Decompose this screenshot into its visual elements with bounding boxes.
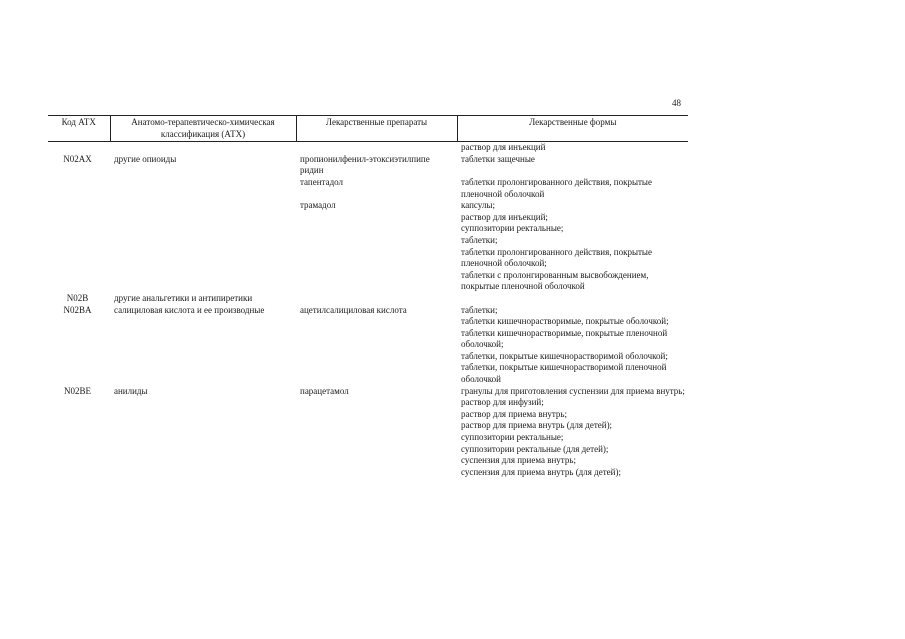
drug-name-cell: ацетилсалициловая кислота	[300, 304, 407, 315]
dosage-forms-cell	[457, 177, 688, 200]
drug-name-cell	[296, 142, 457, 154]
dosage-form-item: раствор для приема внутрь;	[461, 408, 568, 419]
table-row	[48, 305, 688, 386]
drug-name-cell: пропионилфенил-этоксиэтилпипе ридин	[300, 153, 430, 176]
dosage-forms-cell	[457, 386, 688, 479]
classification-cell	[110, 177, 296, 200]
header-forms: Лекарственные формы	[457, 116, 688, 142]
atc-code-cell	[48, 200, 110, 293]
classification-cell	[110, 200, 296, 293]
classification-cell: другие опиоиды	[114, 153, 177, 164]
dosage-form-item: таблетки кишечнорастворимые, покрытые оболочкой;	[461, 316, 669, 327]
dosage-form-item: суспензия для приема внутрь;	[461, 455, 576, 466]
atc-code-cell: N02AX	[63, 153, 92, 164]
table-row	[48, 142, 688, 154]
dosage-form-item: таблетки, покрытые кишечнорастворимой оболочкой;	[461, 350, 668, 361]
atc-code-cell: N02B	[66, 292, 89, 303]
table-body	[48, 142, 688, 479]
dosage-forms-cell	[457, 305, 688, 386]
dosage-form-item: таблетки пролонгированного действия, покрытые пленочной оболочкой	[461, 176, 652, 199]
dosage-form-item: таблетки пролонгированного действия, покрытые пленочной оболочкой;	[461, 246, 652, 269]
dosage-form-item: раствор для приема внутрь (для детей);	[461, 420, 613, 431]
dosage-form-item: раствор для инфузий;	[461, 397, 544, 408]
dosage-form-item: суппозитории ректальные;	[461, 432, 564, 443]
dosage-form-item: раствор для инъекций;	[461, 211, 548, 222]
dosage-form-item: капсулы;	[461, 200, 495, 211]
dosage-forms-cell	[457, 142, 688, 154]
table-row	[48, 154, 688, 177]
classification-cell: анилиды	[114, 385, 148, 396]
atc-code-cell	[48, 177, 110, 200]
dosage-form-item: таблетки кишечнорастворимые, покрытые пленочной оболочкой;	[461, 327, 668, 350]
dosage-form-item: таблетки защечные	[461, 153, 535, 164]
dosage-form-item: гранулы для приготовления суспензии для приема внутрь;	[461, 385, 685, 396]
table-row	[48, 200, 688, 293]
dosage-form-item: таблетки;	[461, 234, 498, 245]
table-row	[48, 386, 688, 479]
dosage-form-item: раствор для инъекций	[461, 142, 546, 153]
table-row	[48, 177, 688, 200]
classification-cell: другие анальгетики и антипиретики	[114, 292, 253, 303]
table-header-row	[48, 116, 688, 142]
dosage-forms-cell	[457, 154, 688, 177]
header-drugs: Лекарственные препараты	[296, 116, 457, 142]
dosage-form-item: таблетки;	[461, 304, 498, 315]
dosage-form-item: суспензия для приема внутрь (для детей);	[461, 466, 621, 477]
atc-code-cell	[48, 142, 110, 154]
atc-drug-table	[48, 115, 688, 478]
page-number: 48	[672, 98, 681, 108]
dosage-forms-cell	[457, 200, 688, 293]
drug-name-cell: тапентадол	[300, 176, 344, 187]
classification-cell: салициловая кислота и ее производные	[114, 304, 265, 315]
classification-cell	[110, 142, 296, 154]
table-row	[48, 293, 688, 305]
header-classification: Анатомо-терапевтическо-химическая классификация (АТХ)	[110, 116, 296, 142]
drug-name-cell	[296, 293, 457, 305]
dosage-form-item: таблетки, покрытые кишечнорастворимой пленочной оболочкой	[461, 362, 667, 385]
header-code: Код АТХ	[48, 116, 110, 142]
drug-name-cell: парацетамол	[300, 385, 349, 396]
atc-code-cell: N02BA	[63, 304, 92, 315]
dosage-form-item: таблетки с пролонгированным высвобождением, покрытые пленочной оболочкой	[461, 269, 649, 292]
dosage-forms-cell	[457, 293, 688, 305]
dosage-form-item: суппозитории ректальные;	[461, 223, 564, 234]
dosage-form-item: суппозитории ректальные (для детей);	[461, 443, 609, 454]
atc-code-cell: N02BE	[64, 385, 91, 396]
drug-name-cell: трамадол	[300, 200, 336, 211]
